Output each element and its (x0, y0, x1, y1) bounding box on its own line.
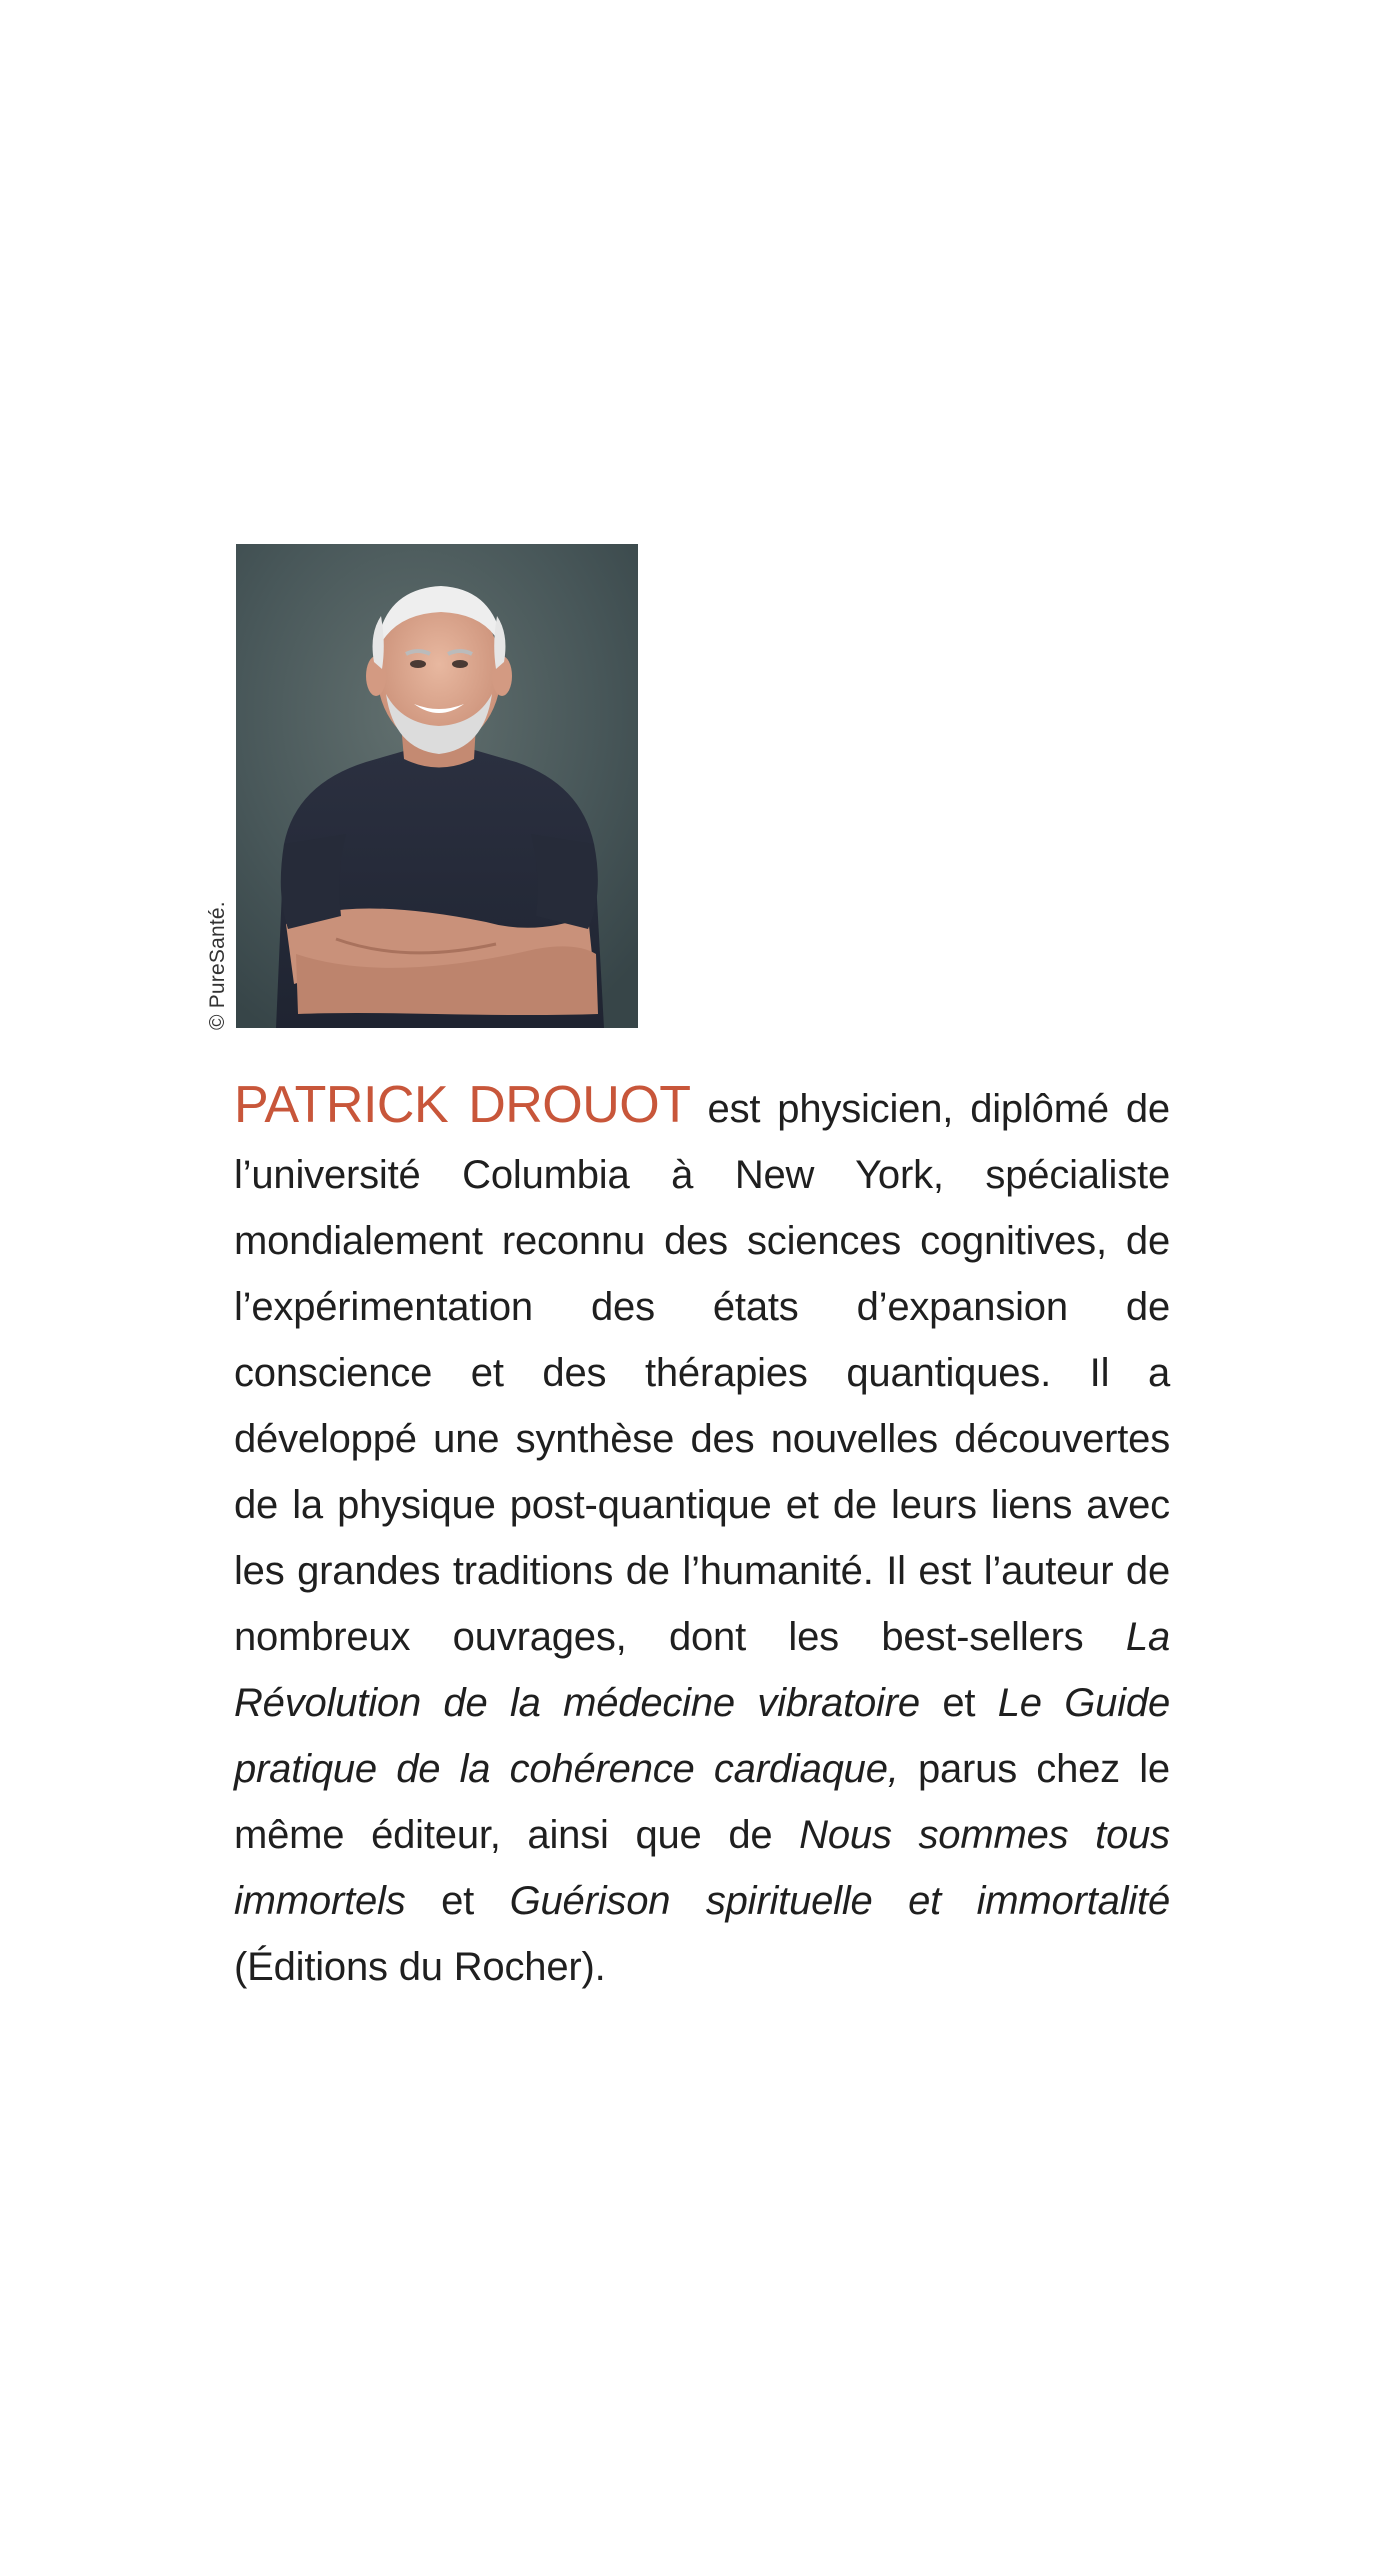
book-title-1: La Révolution de la médecine vibratoire (234, 1615, 1170, 1725)
bio-text-5: (Éditions du Rocher). (234, 1945, 606, 1989)
bio-text-3: parus chez le même éditeur, ainsi que de (234, 1747, 1170, 1857)
author-portrait-image (236, 544, 638, 1028)
book-title-3: Nous sommes tous immortels (234, 1813, 1170, 1923)
author-photo (236, 544, 638, 1028)
author-bio (234, 1072, 1170, 2000)
bio-text-1: est physicien, diplômé de l’université Columbia à New York, spécialiste mondialement reconnu des sciences cognitives, de l’expérimentation des états d’expansion de conscience et des thérapies quantiques. Il a développé une synthèse des nouvelles découvertes de la physique post-quantique et de leurs liens avec les grandes traditions de l’humanité. Il est l’auteur de nombreux ouvrages, dont les best-sellers (234, 1087, 1170, 1659)
bio-text-2: et (919, 1681, 998, 1725)
photo-credit: © PureSanté. (206, 901, 229, 1030)
author-name: PATRICK DROUOT (234, 1076, 691, 1134)
bio-text-4: et (405, 1879, 510, 1923)
book-title-2: Le Guide pratique de la cohérence cardiaque, (234, 1681, 1170, 1791)
book-title-4: Guérison spirituelle et immortalité (509, 1879, 1170, 1923)
